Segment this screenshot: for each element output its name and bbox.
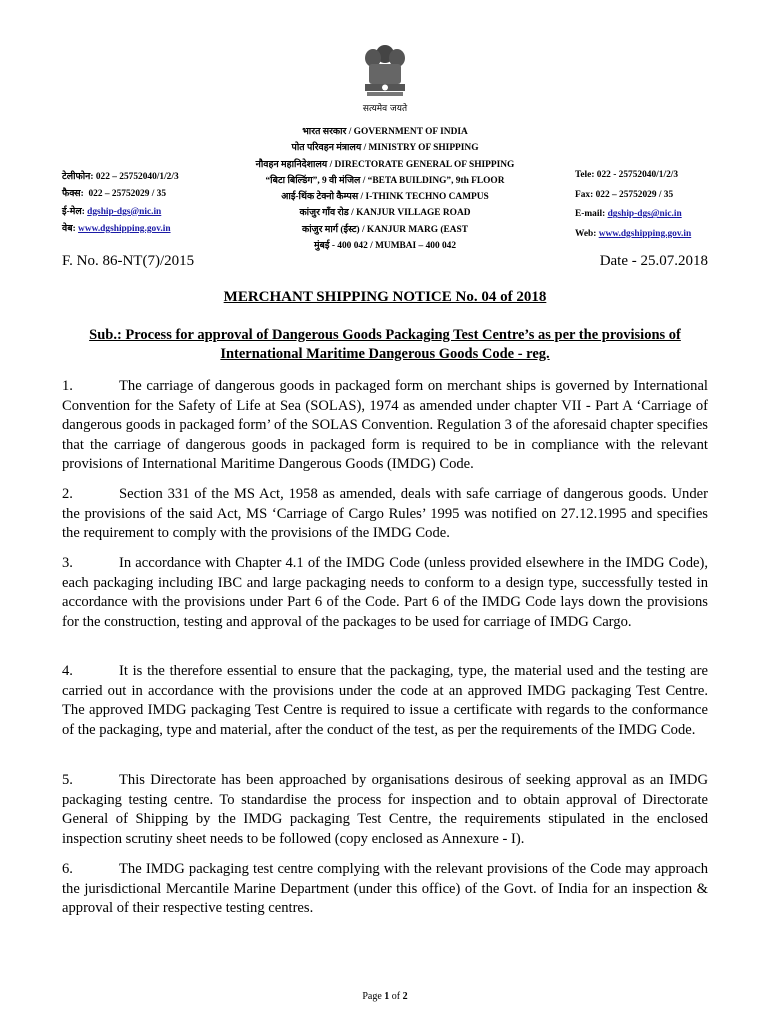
address-line: मुंबई - 400 042 / MUMBAI – 400 042 bbox=[313, 241, 457, 252]
paragraph-text: In accordance with Chapter 4.1 of the IMDG Code (unless provided elsewhere in the IMDG Code), each packaging including IBC and large packaging needs to conform to a design type, successfully tested in accordance with the provisions under Part 6 of the Code. Part 6 of the IMDG Code lays down the provisions for the construction, testing and approval of the packages to be used for carriage of IMDG Cargo. bbox=[62, 555, 708, 630]
email-label: ई-मेल: bbox=[62, 206, 85, 217]
email-link[interactable]: dgship-dgs@nic.in bbox=[87, 206, 162, 217]
address-line: “बिटा बिल्डिंग”, 9 वी मंजिल / “BETA BUILDING”, 9th FLOOR bbox=[265, 175, 505, 186]
paragraph-number: 1. bbox=[62, 378, 73, 394]
paragraph-2 bbox=[62, 485, 708, 544]
paragraph-text: This Directorate has been approached by organisations desirous of seeking approval as an IMDG packaging testing centre. To standardise the process for inspection and to obtain approval of Directorate General of Shipping by the IMDG packaging Test Centre, the requirements stipulated in the enclosed inspection scrutiny sheet needs to be followed (copy enclosed as Annexure - I). bbox=[62, 772, 708, 847]
phone-value: 022 - 25752040/1/2/3 bbox=[596, 170, 679, 180]
address-line: भारत सरकार / GOVERNMENT OF INDIA bbox=[302, 127, 468, 137]
notice-subject: Sub.: Process for approval of Dangerous Goods Packaging Test Centre’s as per the provisions of International Maritime Dangerous Goods Code - reg. bbox=[89, 327, 681, 362]
page-footer bbox=[0, 991, 770, 1002]
paragraph-5 bbox=[62, 771, 708, 849]
email-label: E-mail: bbox=[575, 209, 606, 220]
phone-label: टेलीफोन: bbox=[62, 172, 94, 182]
paragraph-text: It is the therefore essential to ensure that the packaging, type, the material used and the testing are carried out in accordance with the provisions under the code at an approved IMDG packaging Test Centre. The approved IMDG packaging Test Centre is required to issue a certificate with regards to the conformance of the packaging, type and material, after the conduct of the test, as per the requirements of the IMDG Code. bbox=[62, 663, 708, 738]
office-address-block bbox=[195, 124, 575, 254]
fax-label: फैक्स: bbox=[62, 189, 84, 200]
paragraph-text: The IMDG packaging test centre complying with the relevant provisions of the Code may approach the jurisdictional Mercantile Marine Department (under this office) of the Govt. of India for an inspection & approval of their respective testing centres. bbox=[62, 861, 708, 917]
paragraph-number: 3. bbox=[62, 555, 73, 571]
website-link[interactable]: www.dgshipping.gov.in bbox=[598, 228, 692, 239]
address-line: कांजुर गाँव रोड / KANJUR VILLAGE ROAD bbox=[299, 208, 471, 219]
paragraph-6 bbox=[62, 860, 708, 919]
fax-value: 022 – 25752029 / 35 bbox=[88, 189, 167, 200]
phone-value: 022 – 25752040/1/2/3 bbox=[95, 172, 179, 182]
address-line: कांजुर मार्ग (ईस्ट) / KANJUR MARG (EAST bbox=[302, 224, 468, 235]
file-number: F. No. 86-NT(7)/2015 bbox=[62, 253, 195, 269]
address-line: पोत परिवहन मंत्रालय / MINISTRY OF SHIPPING bbox=[291, 143, 479, 154]
paragraph-number: 5. bbox=[62, 772, 73, 788]
notice-date: Date - 25.07.2018 bbox=[599, 253, 708, 269]
national-emblem-logo bbox=[355, 40, 415, 105]
emblem-motto: सत्यमेव जयते bbox=[362, 104, 408, 114]
paragraph-number: 2. bbox=[62, 486, 73, 502]
fax-label: Fax: bbox=[575, 189, 594, 200]
paragraph-number: 4. bbox=[62, 663, 73, 679]
web-label: वेब: bbox=[62, 223, 76, 234]
paragraph-1 bbox=[62, 377, 708, 475]
paragraph-text: The carriage of dangerous goods in packaged form on merchant ships is governed by International Convention for the Safety of Life at Sea (SOLAS), 1974 as amended under chapter VII - Part A ‘Carriage of dangerous goods in packaged form’ of the SOLAS Convention. Regulation 3 of the aforesaid chapter specifies that the carriage of dangerous goods in packaged form is required to be in compliance with the relevant provisions of International Maritime Dangerous Goods (IMDG) Code. bbox=[62, 378, 708, 473]
page-label: Page bbox=[362, 991, 382, 1002]
address-line: आई-थिंक टेक्नो कैम्पस / I-THINK TECHNO CAMPUS bbox=[281, 192, 489, 203]
page-number: 1 bbox=[384, 991, 390, 1002]
paragraph-text: Section 331 of the MS Act, 1958 as amended, deals with safe carriage of dangerous goods. Under the provisions of the said Act, MS ‘Carriage of Cargo Rules’ 1995 was notified on 27.12.1995 and specifies the requirement to comply with the provisions of the IMDG Code. bbox=[62, 486, 708, 542]
fax-value: 022 – 25752029 / 35 bbox=[595, 189, 674, 200]
of-label: of bbox=[391, 991, 401, 1002]
notice-title: MERCHANT SHIPPING NOTICE No. 04 of 2018 bbox=[223, 289, 547, 305]
email-link[interactable]: dgship-dgs@nic.in bbox=[607, 209, 682, 220]
web-label: Web: bbox=[575, 228, 597, 239]
page-total: 2 bbox=[402, 991, 408, 1002]
website-link[interactable]: www.dgshipping.gov.in bbox=[78, 223, 171, 234]
paragraph-4 bbox=[62, 662, 708, 740]
paragraph-number: 6. bbox=[62, 861, 73, 877]
paragraph-3 bbox=[62, 554, 708, 632]
english-contact-block bbox=[575, 166, 691, 244]
phone-label: Tele: bbox=[575, 170, 595, 180]
hindi-contact-block bbox=[62, 169, 179, 238]
address-line: नौवहन महानिदेशालय / DIRECTORATE GENERAL OF SHIPPING bbox=[255, 159, 515, 170]
